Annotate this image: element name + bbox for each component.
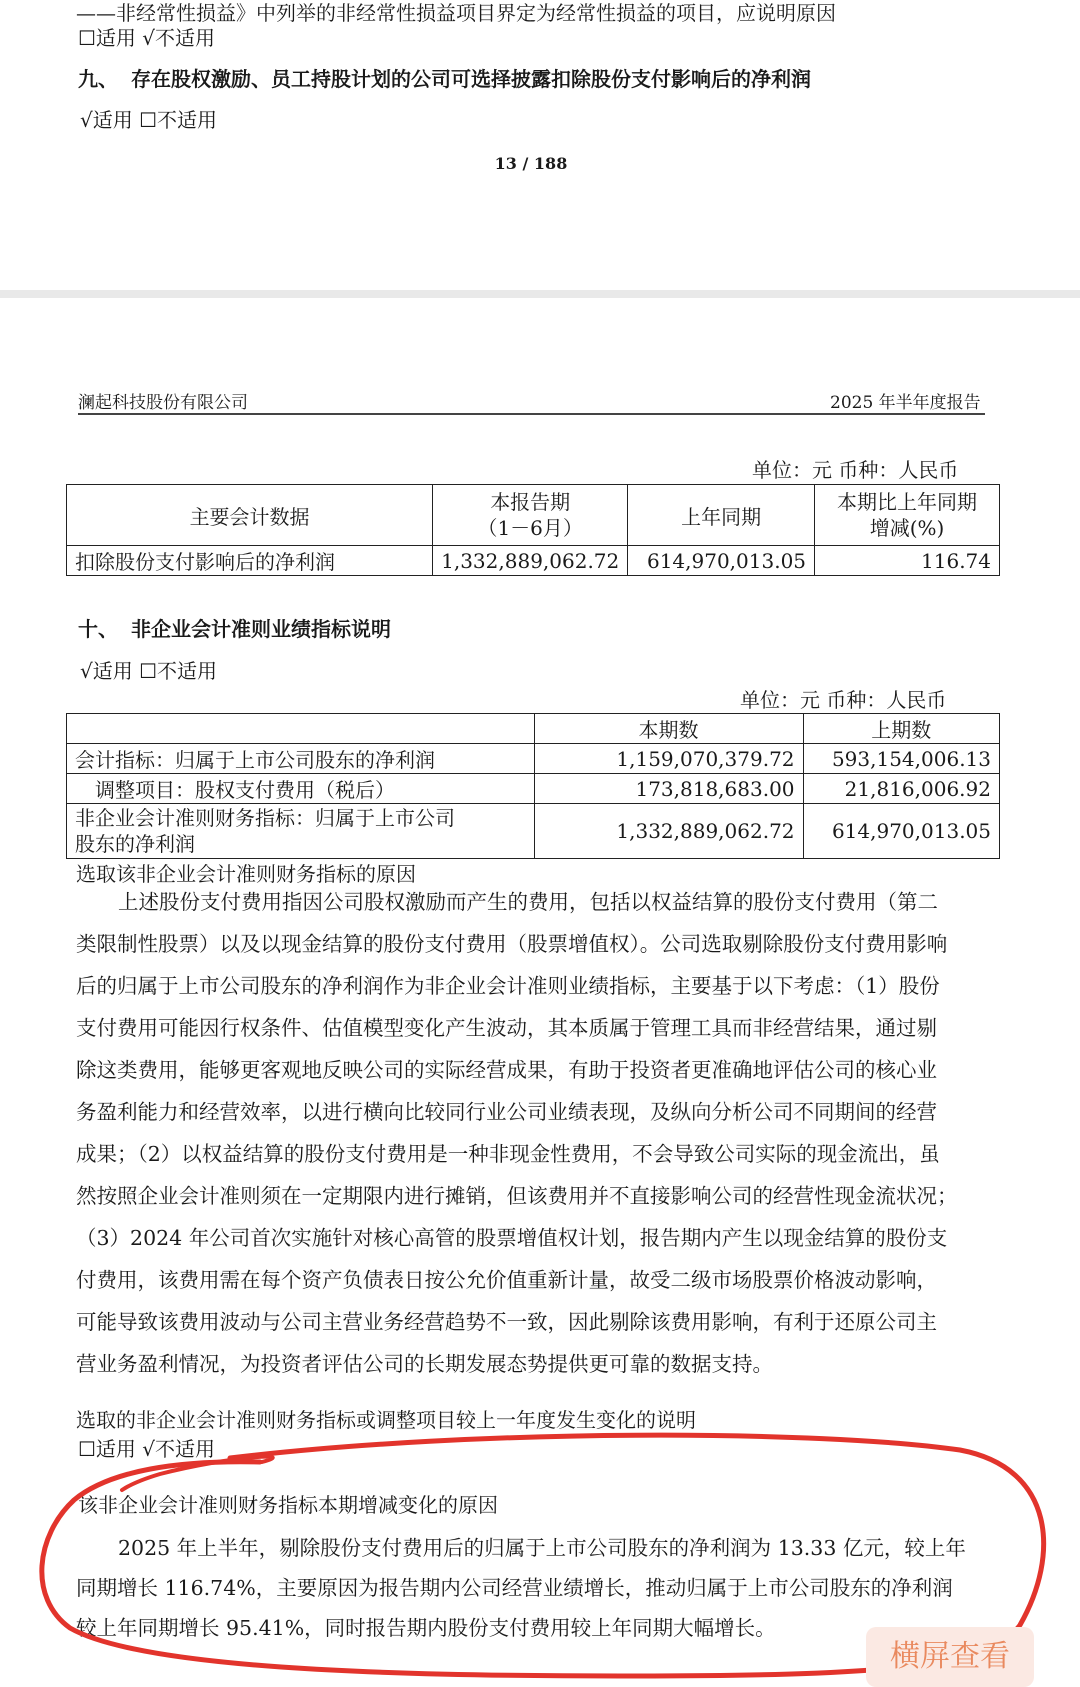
reason2-paragraph: 2025 年上半年，剔除股份支付费用后的归属于上市公司股东的净利润为 13.33 亿元，较上年 同期增长 116.74%，主要原因为报告期内公司经营业绩增长，推动归属于上市公司股东的净利润 较上年同期增长 95.41%，同时报告期内股份支付费用较上年同期大幅增长。 <box>76 1536 966 1640</box>
table2-row2-prior: 21,816,006.92 <box>803 774 999 804</box>
section-9-number: 九、 <box>78 67 118 91</box>
section-10-title: 非企业会计准则业绩指标说明 <box>131 617 391 641</box>
reason-title: 选取该非企业会计准则财务指标的原因 <box>76 862 416 886</box>
table1-prior-value: 614,970,013.05 <box>628 546 815 576</box>
section-9-title: 存在股权激励、员工持股计划的公司可选择披露扣除股份支付影响后的净利润 <box>131 67 811 91</box>
table2-row1-prior: 593,154,006.13 <box>803 744 999 774</box>
table2-row2-current: 173,818,683.00 <box>534 774 803 804</box>
option-not-applicable-1: ☐适用 √不适用 <box>78 26 216 50</box>
landscape-view-button[interactable]: 横屏查看 <box>866 1627 1034 1687</box>
previous-page-text: ——非经常性损益》中列举的非经常性损益项目界定为经常性损益的项目，应说明原因 <box>76 1 836 25</box>
table1-header-item: 主要会计数据 <box>67 485 433 546</box>
section-10-number: 十、 <box>78 617 118 641</box>
table2-row3-prior: 614,970,013.05 <box>803 804 999 859</box>
page-number: 13 / 188 <box>494 154 568 173</box>
table2-row2-label: 调整项目：股权支付费用（税后） <box>67 774 535 804</box>
report-title: 2025 年半年度报告 <box>830 393 981 413</box>
option-applicable-2: √适用 ☐不适用 <box>80 659 218 683</box>
reason-paragraph: 上述股份支付费用指因公司股权激励而产生的费用，包括以权益结算的股份支付费用（第二 类限制性股票）以及以现金结算的股份支付费用（股票增值权）。公司选取剔除股份支付费用影响 后的归属于上市公司股东的净利润作为非企业会计准则业绩指标，主要基于以下考虑：（1）股份 支付费用可能因行权条件、估值模型变化产生波动，其本质属于管理工具而非经营结果，通过剔 除这类费用，能够更客观地反映公司的实际经营成果，有助于投资者更准确地评估公司的核心业 务盈利能力和经营效率，以进行横向比较同行业公司业绩表现，及纵向分析公司不同期间的经营 成果；（2）以权益结算的股份支付费用是一种非现金性费用，不会导致公司实际的现金流出，虽 然按照企业会计准则须在一定期限内进行摊销，但该费用并不直接影响公司的经营性现金流状况； （3）2024 年公司首次实施针对核心高管的股票增值权计划，报告期内产生以现金结算的股份支 付费用，该费用需在每个资产负债表日按公允价值重新计量，故受二级市场股票价格波动影响， 可能导致该费用波动与公司主营业务经营趋势不一致，因此剔除该费用影响，有利于还原公司主 营业务盈利情况，为投资者评估公司的长期发展态势提供更可靠的数据支持。 <box>76 890 958 1376</box>
table2-row3-label: 非企业会计准则财务指标：归属于上市公司 股东的净利润 <box>67 804 535 859</box>
table1-header-prior: 上年同期 <box>628 485 815 546</box>
table1-current-value: 1,332,889,062.72 <box>433 546 628 576</box>
table2-row3-current: 1,332,889,062.72 <box>534 804 803 859</box>
change-title: 选取的非企业会计准则财务指标或调整项目较上一年度发生变化的说明 <box>76 1408 696 1432</box>
table2-row1-current: 1,159,070,379.72 <box>534 744 803 774</box>
table1-change-value: 116.74 <box>815 546 1000 576</box>
table2-row1-label: 会计指标：归属于上市公司股东的净利润 <box>67 744 535 774</box>
table1-header-current: 本报告期 （1－6月） <box>433 485 628 546</box>
company-name: 澜起科技股份有限公司 <box>78 393 248 413</box>
option-applicable-1: √适用 ☐不适用 <box>80 108 218 132</box>
table2-unit: 单位：元 币种：人民币 <box>740 688 947 712</box>
table1-header-change: 本期比上年同期 增减(%) <box>815 485 1000 546</box>
table2-header-current: 本期数 <box>534 714 803 744</box>
reason2-title: 该非企业会计准则财务指标本期增减变化的原因 <box>78 1493 498 1517</box>
option-not-applicable-2: ☐适用 √不适用 <box>78 1437 216 1461</box>
table1-unit: 单位：元 币种：人民币 <box>752 458 959 482</box>
table1-row-label: 扣除股份支付影响后的净利润 <box>67 546 433 576</box>
table2-header-prior: 上期数 <box>803 714 999 744</box>
